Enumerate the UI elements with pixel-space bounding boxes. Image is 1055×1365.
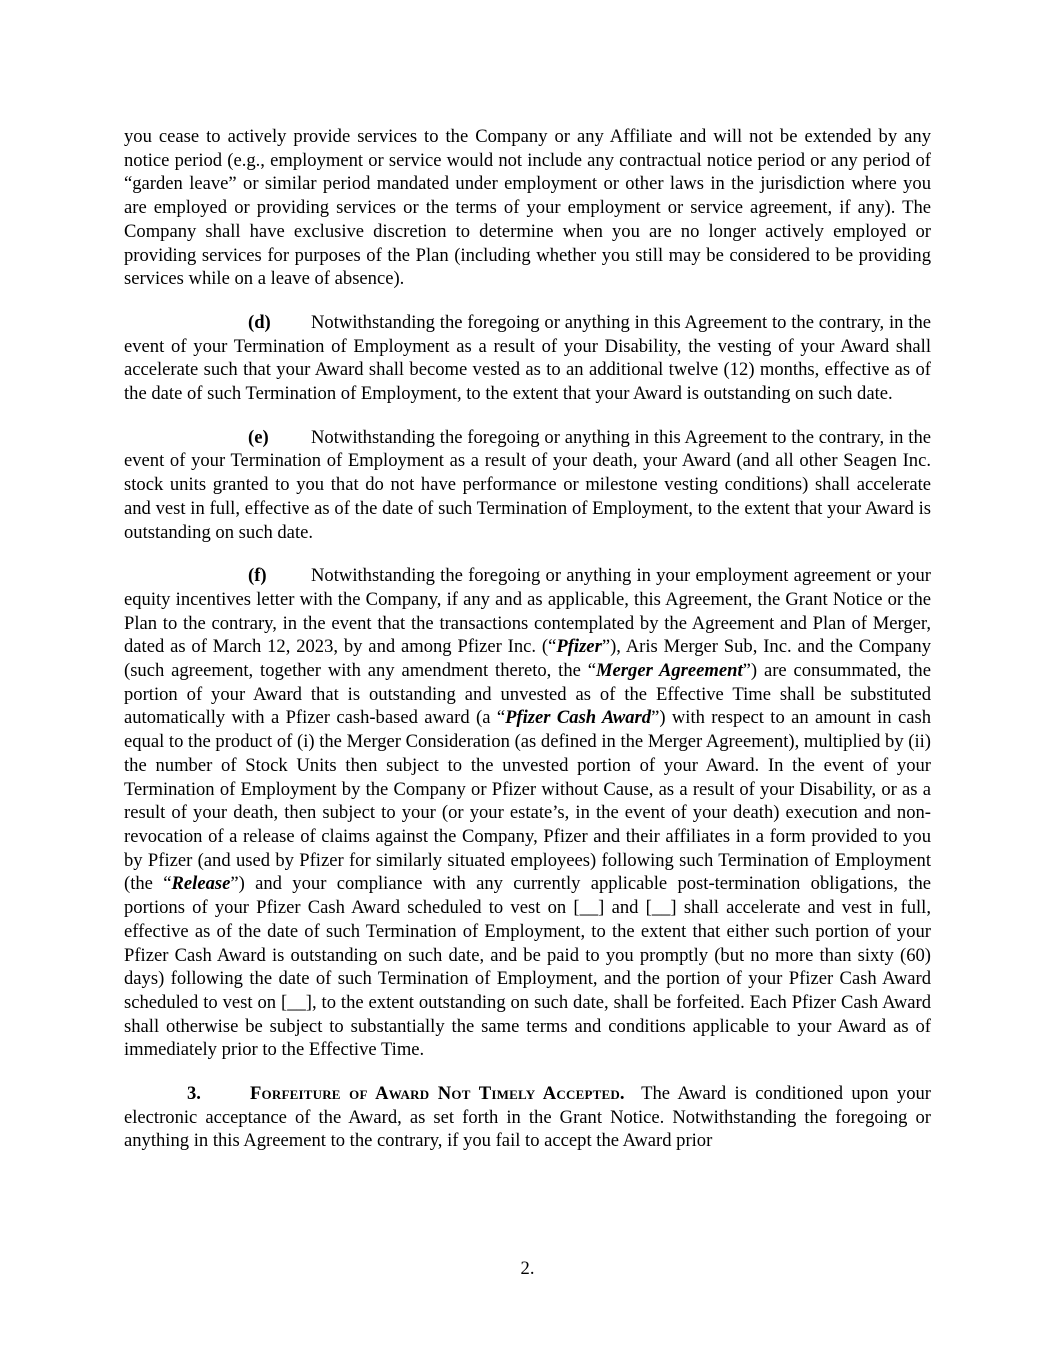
paragraph-f-text-2: ”), Aris Merger Sub, Inc. and the Company (such agreement, together with any amendment thereto, the “ [124, 636, 931, 682]
paragraph-d [124, 311, 931, 406]
paragraph-f-text-5: ”) and your compliance with any currently applicable post-termination obligations, the portions of your Pfizer Cash Award scheduled to vest on [__] and [__] shall accelerate and vest in full, effective as of the date of such Termination of Employment, to the extent that either such portion of your Pfizer Cash Award is outstanding on such date, and be paid to you promptly (but no more than sixty (60) days) following the date of such Termination of Employment, and the portion of your Pfizer Cash Award scheduled to vest on [__], to the extent outstanding on such date, shall be forfeited. Each Pfizer Cash Award shall otherwise be subject to substantially the same terms and conditions applicable to your Award as of immediately prior to the Effective Time. [124, 873, 932, 1061]
intro-paragraph: you cease to actively provide services to the Company or any Affiliate and will not be extended by any notice period (e.g., employment or service would not include any contractual notice period or any period of “garden leave” or similar period mandated under employment or other laws in the jurisdiction where you are employed or providing services or the terms of your employment or service agreement, if any). The Company shall have exclusive discretion to determine when you are no longer actively employed or providing services for purposes of the Plan (including whether you still may be considered to be providing services while on a leave of absence). [124, 126, 931, 290]
defined-term-merger-agreement: Merger Agreement [596, 660, 743, 682]
defined-term-pfizer: Pfizer [556, 636, 602, 658]
defined-term-pfizer-cash-award: Pfizer Cash Award [505, 707, 652, 729]
section-3-text: The Award is conditioned upon your electronic acceptance of the Award, as set forth in the Grant Notice. Notwithstanding the foregoing or anything in this Agreement to the contrary, if you fail to accept the Award prior [124, 1083, 931, 1152]
section-3-number: 3. [187, 1083, 201, 1105]
paragraph-f [124, 564, 931, 1062]
paragraph-d-label: (d) [248, 311, 271, 333]
defined-term-release: Release [171, 873, 231, 895]
paragraph-f-text-1: Notwithstanding the foregoing or anything in your employment agreement or your equity incentives letter with the Company, if any and as applicable, this Agreement, the Grant Notice or the Plan to the contrary, in the event that the transactions contemplated by the Agreement and Plan of Merger, dated as of March 12, 2023, by and among Pfizer Inc. (“ [124, 565, 931, 658]
page-number: 2. [520, 1258, 535, 1279]
section-3-title: Forfeiture of Award Not Timely Accepted. [250, 1083, 625, 1105]
paragraph-e-label: (e) [248, 426, 269, 448]
paragraph-d-text: Notwithstanding the foregoing or anything in this Agreement to the contrary, in the event of your Termination of Employment as a result of your Disability, the vesting of your Award shall accelerate such that your Award shall become vested as to an additional twelve (12) months, effective as of the date of such Termination of Employment, to the extent that your Award is outstanding on such date. [124, 311, 931, 405]
paragraph-f-text-4: ”) with respect to an amount in cash equal to the product of (i) the Merger Consideration (as defined in the Merger Agreement), multiplied by (ii) the number of Stock Units then subject to the unvested portion of your Award. In the event of your Termination of Employment by the Company or Pfizer without Cause, as a result of your Disability, or as a result of your death, then subject to your (or your estate’s, in the event of your death) execution and non-revocation of a release of claims against the Company, Pfizer and their affiliates in a form provided to you by Pfizer (and used by Pfizer for similarly situated employees) following such Termination of Employment (the “ [124, 707, 932, 895]
document-page [124, 125, 931, 1173]
paragraph-e [124, 426, 931, 545]
paragraph-f-label: (f) [248, 565, 267, 587]
section-3 [124, 1082, 931, 1153]
paragraph-e-text: Notwithstanding the foregoing or anything in this Agreement to the contrary, in the event of your Termination of Employment as a result of your death, your Award (and all other Seagen Inc. stock units granted to you that do not have performance or milestone vesting conditions) shall accelerate and vest in full, effective as of the date of such Termination of Employment, to the extent that your Award is outstanding on such date. [124, 426, 931, 543]
paragraph-f-text-3: ”) are consummated, the portion of your Award that is outstanding and unvested as of the Effective Time shall be substituted automatically with a Pfizer cash-based award (a “ [124, 660, 931, 729]
